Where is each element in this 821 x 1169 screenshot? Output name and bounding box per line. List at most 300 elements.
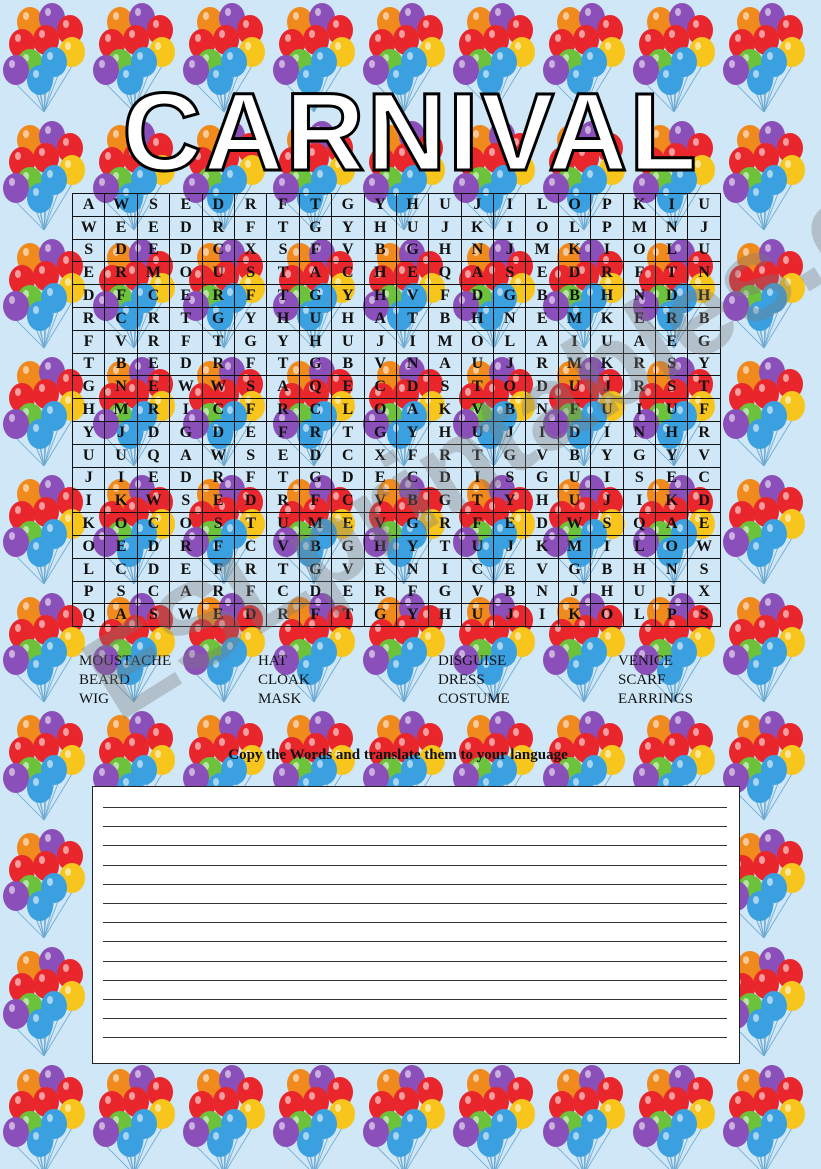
grid-cell[interactable]: D <box>688 490 720 513</box>
grid-cell[interactable]: U <box>461 421 493 444</box>
grid-cell[interactable]: M <box>558 307 590 330</box>
grid-cell[interactable]: I <box>558 330 590 353</box>
grid-cell[interactable]: K <box>429 399 461 422</box>
grid-cell[interactable]: C <box>137 285 169 308</box>
grid-cell[interactable]: H <box>688 285 720 308</box>
grid-cell[interactable]: R <box>429 444 461 467</box>
grid-cell[interactable]: B <box>558 444 590 467</box>
grid-cell[interactable]: L <box>623 535 655 558</box>
grid-cell[interactable]: O <box>494 376 526 399</box>
grid-cell[interactable]: E <box>202 490 234 513</box>
grid-cell[interactable]: T <box>332 421 364 444</box>
grid-cell[interactable]: G <box>396 513 428 536</box>
grid-cell[interactable]: M <box>558 535 590 558</box>
grid-cell[interactable]: U <box>591 330 623 353</box>
grid-cell[interactable]: U <box>105 444 137 467</box>
grid-cell[interactable]: F <box>396 444 428 467</box>
grid-cell[interactable]: H <box>623 558 655 581</box>
grid-cell[interactable]: V <box>461 399 493 422</box>
grid-cell[interactable]: F <box>429 285 461 308</box>
grid-cell[interactable]: Y <box>267 330 299 353</box>
grid-cell[interactable]: O <box>656 535 688 558</box>
grid-cell[interactable]: B <box>494 581 526 604</box>
grid-cell[interactable]: L <box>656 239 688 262</box>
grid-cell[interactable]: C <box>137 513 169 536</box>
grid-cell[interactable]: R <box>202 581 234 604</box>
grid-cell[interactable]: J <box>591 376 623 399</box>
grid-cell[interactable]: J <box>494 239 526 262</box>
grid-cell[interactable]: T <box>688 376 720 399</box>
grid-cell[interactable]: M <box>137 262 169 285</box>
grid-cell[interactable]: F <box>105 285 137 308</box>
grid-cell[interactable]: E <box>494 513 526 536</box>
grid-cell[interactable]: A <box>396 399 428 422</box>
grid-cell[interactable]: V <box>364 490 396 513</box>
grid-cell[interactable]: I <box>396 330 428 353</box>
grid-cell[interactable]: R <box>299 421 331 444</box>
grid-cell[interactable]: S <box>656 376 688 399</box>
grid-cell[interactable]: X <box>688 581 720 604</box>
grid-cell[interactable]: B <box>526 285 558 308</box>
grid-cell[interactable]: B <box>105 353 137 376</box>
grid-cell[interactable]: O <box>526 216 558 239</box>
grid-cell[interactable]: B <box>332 353 364 376</box>
grid-cell[interactable]: Y <box>396 421 428 444</box>
grid-cell[interactable]: M <box>299 513 331 536</box>
grid-cell[interactable]: Y <box>73 421 105 444</box>
grid-cell[interactable]: Y <box>364 194 396 217</box>
grid-cell[interactable]: V <box>364 513 396 536</box>
grid-cell[interactable]: C <box>105 558 137 581</box>
grid-cell[interactable]: J <box>591 490 623 513</box>
grid-cell[interactable]: V <box>332 558 364 581</box>
grid-cell[interactable]: W <box>558 513 590 536</box>
grid-cell[interactable]: L <box>73 558 105 581</box>
grid-cell[interactable]: T <box>234 513 266 536</box>
grid-cell[interactable]: D <box>170 353 202 376</box>
grid-cell[interactable]: G <box>299 285 331 308</box>
grid-cell[interactable]: T <box>267 262 299 285</box>
grid-cell[interactable]: W <box>202 376 234 399</box>
grid-cell[interactable]: C <box>688 467 720 490</box>
grid-cell[interactable]: R <box>234 194 266 217</box>
grid-cell[interactable]: C <box>137 581 169 604</box>
grid-cell[interactable]: H <box>73 399 105 422</box>
grid-cell[interactable]: O <box>558 194 590 217</box>
grid-cell[interactable]: I <box>591 239 623 262</box>
grid-cell[interactable]: S <box>234 444 266 467</box>
grid-cell[interactable]: E <box>105 216 137 239</box>
grid-cell[interactable]: Y <box>688 353 720 376</box>
grid-cell[interactable]: D <box>137 535 169 558</box>
grid-cell[interactable]: C <box>364 376 396 399</box>
grid-cell[interactable]: I <box>429 558 461 581</box>
grid-cell[interactable]: X <box>364 444 396 467</box>
grid-cell[interactable]: T <box>267 467 299 490</box>
grid-cell[interactable]: S <box>170 490 202 513</box>
grid-cell[interactable]: K <box>656 490 688 513</box>
grid-cell[interactable]: P <box>591 194 623 217</box>
grid-cell[interactable]: G <box>429 581 461 604</box>
grid-cell[interactable]: G <box>526 467 558 490</box>
grid-cell[interactable]: D <box>332 467 364 490</box>
grid-cell[interactable]: F <box>73 330 105 353</box>
grid-cell[interactable]: D <box>202 421 234 444</box>
grid-cell[interactable]: V <box>461 581 493 604</box>
grid-cell[interactable]: R <box>137 330 169 353</box>
grid-cell[interactable]: E <box>137 353 169 376</box>
grid-cell[interactable]: V <box>526 444 558 467</box>
grid-cell[interactable]: B <box>299 535 331 558</box>
grid-cell[interactable]: A <box>461 262 493 285</box>
grid-cell[interactable]: S <box>202 513 234 536</box>
grid-cell[interactable]: I <box>526 421 558 444</box>
grid-cell[interactable]: F <box>396 581 428 604</box>
grid-cell[interactable]: S <box>105 581 137 604</box>
grid-cell[interactable]: D <box>656 285 688 308</box>
grid-cell[interactable]: R <box>73 307 105 330</box>
grid-cell[interactable]: J <box>105 421 137 444</box>
grid-cell[interactable]: D <box>299 444 331 467</box>
grid-cell[interactable]: C <box>332 490 364 513</box>
grid-cell[interactable]: S <box>688 604 720 627</box>
grid-cell[interactable]: D <box>202 194 234 217</box>
grid-cell[interactable]: S <box>591 513 623 536</box>
grid-cell[interactable]: E <box>688 513 720 536</box>
grid-cell[interactable]: B <box>396 490 428 513</box>
grid-cell[interactable]: P <box>591 216 623 239</box>
grid-cell[interactable]: K <box>558 604 590 627</box>
grid-cell[interactable]: T <box>267 285 299 308</box>
grid-cell[interactable]: G <box>73 376 105 399</box>
grid-cell[interactable]: Q <box>623 513 655 536</box>
grid-cell[interactable]: T <box>267 216 299 239</box>
grid-cell[interactable]: E <box>494 558 526 581</box>
grid-cell[interactable]: M <box>526 239 558 262</box>
grid-cell[interactable]: S <box>234 262 266 285</box>
grid-cell[interactable]: T <box>656 262 688 285</box>
grid-cell[interactable]: H <box>364 535 396 558</box>
grid-cell[interactable]: F <box>234 399 266 422</box>
grid-cell[interactable]: D <box>170 239 202 262</box>
grid-cell[interactable]: Q <box>299 376 331 399</box>
grid-cell[interactable]: F <box>202 558 234 581</box>
grid-cell[interactable]: J <box>494 604 526 627</box>
grid-cell[interactable]: I <box>623 490 655 513</box>
grid-cell[interactable]: S <box>494 467 526 490</box>
grid-cell[interactable]: R <box>170 535 202 558</box>
grid-cell[interactable]: E <box>332 513 364 536</box>
grid-cell[interactable]: I <box>461 467 493 490</box>
grid-cell[interactable]: N <box>623 421 655 444</box>
grid-cell[interactable]: U <box>591 399 623 422</box>
grid-cell[interactable]: S <box>656 353 688 376</box>
grid-cell[interactable]: E <box>137 239 169 262</box>
grid-cell[interactable]: O <box>461 330 493 353</box>
grid-cell[interactable]: R <box>202 216 234 239</box>
grid-cell[interactable]: R <box>234 558 266 581</box>
grid-cell[interactable]: D <box>396 376 428 399</box>
grid-cell[interactable]: R <box>137 307 169 330</box>
grid-cell[interactable]: Y <box>494 490 526 513</box>
grid-cell[interactable]: R <box>688 421 720 444</box>
grid-cell[interactable]: E <box>526 307 558 330</box>
grid-cell[interactable]: E <box>623 307 655 330</box>
grid-cell[interactable]: J <box>494 421 526 444</box>
grid-cell[interactable]: T <box>170 307 202 330</box>
grid-cell[interactable]: B <box>591 558 623 581</box>
grid-cell[interactable]: Y <box>332 216 364 239</box>
grid-cell[interactable]: G <box>494 285 526 308</box>
grid-cell[interactable]: U <box>332 330 364 353</box>
grid-cell[interactable]: E <box>656 467 688 490</box>
grid-cell[interactable]: O <box>591 604 623 627</box>
grid-cell[interactable]: H <box>364 285 396 308</box>
grid-cell[interactable]: O <box>105 513 137 536</box>
grid-cell[interactable]: R <box>623 376 655 399</box>
grid-cell[interactable]: G <box>234 330 266 353</box>
grid-cell[interactable]: N <box>494 307 526 330</box>
grid-cell[interactable]: V <box>526 558 558 581</box>
grid-cell[interactable]: J <box>688 216 720 239</box>
grid-cell[interactable]: H <box>299 330 331 353</box>
grid-cell[interactable]: T <box>429 535 461 558</box>
grid-cell[interactable]: E <box>526 262 558 285</box>
grid-cell[interactable]: H <box>461 307 493 330</box>
grid-cell[interactable]: F <box>461 513 493 536</box>
grid-cell[interactable]: S <box>429 376 461 399</box>
grid-cell[interactable]: S <box>137 194 169 217</box>
grid-cell[interactable]: R <box>202 285 234 308</box>
grid-cell[interactable]: W <box>137 490 169 513</box>
grid-cell[interactable]: J <box>656 581 688 604</box>
grid-cell[interactable]: M <box>558 353 590 376</box>
grid-cell[interactable]: V <box>364 353 396 376</box>
grid-cell[interactable]: U <box>688 239 720 262</box>
grid-cell[interactable]: A <box>656 513 688 536</box>
grid-cell[interactable]: M <box>429 330 461 353</box>
grid-cell[interactable]: I <box>591 467 623 490</box>
grid-cell[interactable]: U <box>461 353 493 376</box>
grid-cell[interactable]: A <box>170 581 202 604</box>
grid-cell[interactable]: D <box>105 239 137 262</box>
grid-cell[interactable]: U <box>623 581 655 604</box>
grid-cell[interactable]: H <box>267 307 299 330</box>
grid-cell[interactable]: Q <box>137 444 169 467</box>
grid-cell[interactable]: R <box>105 262 137 285</box>
grid-cell[interactable]: B <box>688 307 720 330</box>
grid-cell[interactable]: G <box>494 444 526 467</box>
grid-cell[interactable]: M <box>623 216 655 239</box>
grid-cell[interactable]: O <box>73 535 105 558</box>
grid-cell[interactable]: Y <box>396 604 428 627</box>
grid-cell[interactable]: R <box>202 467 234 490</box>
grid-cell[interactable]: V <box>396 285 428 308</box>
grid-cell[interactable]: G <box>364 604 396 627</box>
grid-cell[interactable]: G <box>299 353 331 376</box>
grid-cell[interactable]: Y <box>234 307 266 330</box>
grid-cell[interactable]: Q <box>73 604 105 627</box>
grid-cell[interactable]: R <box>137 399 169 422</box>
grid-cell[interactable]: J <box>73 467 105 490</box>
grid-cell[interactable]: E <box>656 330 688 353</box>
grid-cell[interactable]: W <box>105 194 137 217</box>
grid-cell[interactable]: W <box>73 216 105 239</box>
grid-cell[interactable]: K <box>558 239 590 262</box>
grid-cell[interactable]: N <box>656 216 688 239</box>
grid-cell[interactable]: D <box>137 421 169 444</box>
grid-cell[interactable]: Q <box>429 262 461 285</box>
grid-cell[interactable]: D <box>558 262 590 285</box>
grid-cell[interactable]: D <box>73 285 105 308</box>
grid-cell[interactable]: I <box>623 399 655 422</box>
grid-cell[interactable]: F <box>267 194 299 217</box>
grid-cell[interactable]: F <box>558 399 590 422</box>
grid-cell[interactable]: I <box>494 216 526 239</box>
grid-cell[interactable]: N <box>396 558 428 581</box>
grid-cell[interactable]: H <box>591 581 623 604</box>
grid-cell[interactable]: C <box>202 399 234 422</box>
grid-cell[interactable]: W <box>688 535 720 558</box>
grid-cell[interactable]: C <box>332 262 364 285</box>
grid-cell[interactable]: G <box>623 444 655 467</box>
grid-cell[interactable]: R <box>364 581 396 604</box>
grid-cell[interactable]: U <box>558 467 590 490</box>
grid-cell[interactable]: C <box>299 399 331 422</box>
grid-cell[interactable]: U <box>267 513 299 536</box>
grid-cell[interactable]: S <box>234 376 266 399</box>
grid-cell[interactable]: T <box>461 376 493 399</box>
grid-cell[interactable]: L <box>332 399 364 422</box>
grid-cell[interactable]: C <box>234 535 266 558</box>
grid-cell[interactable]: B <box>429 307 461 330</box>
grid-cell[interactable]: G <box>299 216 331 239</box>
grid-cell[interactable]: R <box>656 307 688 330</box>
grid-cell[interactable]: H <box>526 490 558 513</box>
grid-cell[interactable]: S <box>73 239 105 262</box>
grid-cell[interactable]: T <box>267 558 299 581</box>
grid-cell[interactable]: V <box>267 535 299 558</box>
grid-cell[interactable]: E <box>105 535 137 558</box>
grid-cell[interactable]: R <box>591 262 623 285</box>
grid-cell[interactable]: E <box>332 376 364 399</box>
grid-cell[interactable]: Y <box>591 444 623 467</box>
grid-cell[interactable]: D <box>526 513 558 536</box>
grid-cell[interactable]: T <box>332 604 364 627</box>
grid-cell[interactable]: U <box>461 535 493 558</box>
grid-cell[interactable]: W <box>202 444 234 467</box>
grid-cell[interactable]: R <box>623 353 655 376</box>
grid-cell[interactable]: I <box>170 399 202 422</box>
grid-cell[interactable]: C <box>267 581 299 604</box>
grid-cell[interactable]: P <box>656 604 688 627</box>
grid-cell[interactable]: R <box>267 399 299 422</box>
grid-cell[interactable]: U <box>558 490 590 513</box>
grid-cell[interactable]: E <box>170 194 202 217</box>
grid-cell[interactable]: J <box>494 353 526 376</box>
grid-cell[interactable]: E <box>267 444 299 467</box>
grid-cell[interactable]: U <box>688 194 720 217</box>
grid-cell[interactable]: I <box>591 421 623 444</box>
grid-cell[interactable]: A <box>429 353 461 376</box>
grid-cell[interactable]: K <box>461 216 493 239</box>
grid-cell[interactable]: H <box>364 216 396 239</box>
grid-cell[interactable]: O <box>364 399 396 422</box>
grid-cell[interactable]: A <box>299 262 331 285</box>
grid-cell[interactable]: N <box>461 239 493 262</box>
grid-cell[interactable]: I <box>526 604 558 627</box>
grid-cell[interactable]: S <box>137 604 169 627</box>
grid-cell[interactable]: N <box>623 285 655 308</box>
grid-cell[interactable]: S <box>623 467 655 490</box>
grid-cell[interactable]: G <box>170 421 202 444</box>
grid-cell[interactable]: K <box>591 353 623 376</box>
grid-cell[interactable]: U <box>396 216 428 239</box>
grid-cell[interactable]: E <box>170 558 202 581</box>
grid-cell[interactable]: F <box>170 330 202 353</box>
grid-cell[interactable]: R <box>267 490 299 513</box>
grid-cell[interactable]: L <box>494 330 526 353</box>
grid-cell[interactable]: D <box>299 581 331 604</box>
grid-cell[interactable]: U <box>299 307 331 330</box>
grid-cell[interactable]: A <box>267 376 299 399</box>
grid-cell[interactable]: L <box>526 194 558 217</box>
grid-cell[interactable]: F <box>299 604 331 627</box>
grid-cell[interactable]: F <box>234 581 266 604</box>
grid-cell[interactable]: E <box>396 262 428 285</box>
grid-cell[interactable]: D <box>170 216 202 239</box>
grid-cell[interactable]: F <box>299 239 331 262</box>
grid-cell[interactable]: L <box>558 216 590 239</box>
grid-cell[interactable]: K <box>73 513 105 536</box>
grid-cell[interactable]: U <box>202 262 234 285</box>
grid-cell[interactable]: V <box>688 444 720 467</box>
grid-cell[interactable]: J <box>364 330 396 353</box>
grid-cell[interactable]: H <box>429 239 461 262</box>
grid-cell[interactable]: D <box>234 604 266 627</box>
grid-cell[interactable]: C <box>332 444 364 467</box>
grid-cell[interactable]: E <box>332 581 364 604</box>
grid-cell[interactable]: T <box>299 194 331 217</box>
grid-cell[interactable]: W <box>170 376 202 399</box>
grid-cell[interactable]: C <box>396 467 428 490</box>
grid-cell[interactable]: I <box>73 490 105 513</box>
grid-cell[interactable]: N <box>396 353 428 376</box>
grid-cell[interactable]: U <box>73 444 105 467</box>
grid-cell[interactable]: P <box>73 581 105 604</box>
grid-cell[interactable]: O <box>170 513 202 536</box>
grid-cell[interactable]: F <box>234 216 266 239</box>
grid-cell[interactable]: G <box>202 307 234 330</box>
grid-cell[interactable]: F <box>267 421 299 444</box>
grid-cell[interactable]: K <box>591 307 623 330</box>
grid-cell[interactable]: E <box>137 216 169 239</box>
grid-cell[interactable]: T <box>461 490 493 513</box>
grid-cell[interactable]: E <box>73 262 105 285</box>
grid-cell[interactable]: J <box>494 535 526 558</box>
grid-cell[interactable]: O <box>170 262 202 285</box>
grid-cell[interactable]: K <box>623 194 655 217</box>
grid-cell[interactable]: H <box>364 262 396 285</box>
grid-cell[interactable]: S <box>688 558 720 581</box>
grid-cell[interactable]: T <box>461 444 493 467</box>
grid-cell[interactable]: I <box>591 535 623 558</box>
grid-cell[interactable]: S <box>494 262 526 285</box>
grid-cell[interactable]: N <box>656 558 688 581</box>
grid-cell[interactable]: F <box>234 285 266 308</box>
grid-cell[interactable]: C <box>461 558 493 581</box>
grid-cell[interactable]: W <box>170 604 202 627</box>
